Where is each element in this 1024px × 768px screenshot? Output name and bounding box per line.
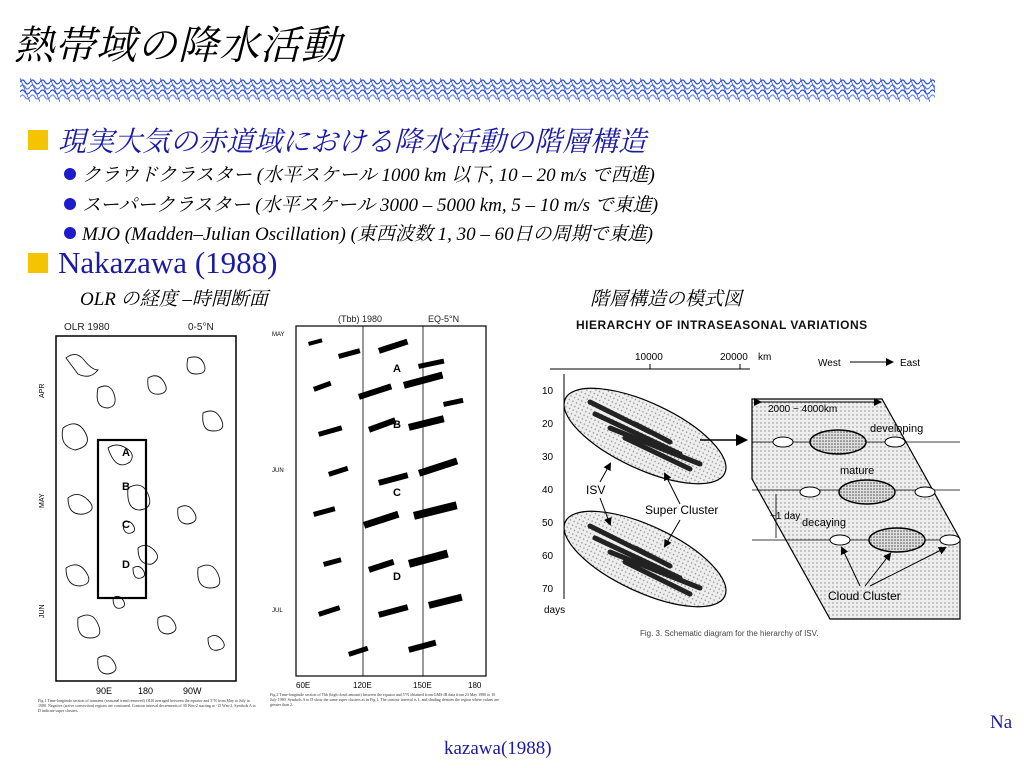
tbb-xaxis-2: 120E bbox=[353, 681, 372, 690]
schematic-title: HIERARCHY OF INTRASEASONAL VARIATIONS bbox=[576, 318, 868, 332]
schematic-decaying-label: decaying bbox=[802, 517, 847, 529]
schematic-developing-label: developing bbox=[870, 423, 924, 435]
tbb-month-1: MAY bbox=[272, 332, 285, 338]
olr-box-label-b: B bbox=[122, 481, 130, 493]
sub-bullet-mjo bbox=[64, 219, 653, 246]
schematic-west: West bbox=[818, 358, 841, 369]
olr-box-label-c: C bbox=[122, 519, 130, 531]
figure-olr-section bbox=[38, 318, 258, 728]
tbb-label-c: C bbox=[393, 487, 401, 499]
tbb-label-d: D bbox=[393, 571, 401, 583]
dot-bullet-icon bbox=[64, 168, 76, 180]
tbb-header-left: (Tbb) 1980 bbox=[338, 314, 383, 324]
sub-bullet-text: クラウドクラスター (水平スケール 1000 km 以下, 10 – 20 m/s で西進) bbox=[82, 165, 655, 186]
bullet-hierarchy-text: 現実大気の赤道域における降水活動の階層構造 bbox=[58, 125, 647, 158]
schematic-east: East bbox=[900, 358, 921, 369]
dot-bullet-icon bbox=[64, 227, 76, 239]
tbb-xaxis-1: 60E bbox=[296, 681, 311, 690]
square-bullet-icon bbox=[28, 130, 48, 150]
schematic-super-cluster-label: Super Cluster bbox=[645, 503, 719, 517]
schematic-isv-label: ISV bbox=[586, 483, 606, 497]
bullet-nakazawa bbox=[28, 245, 277, 281]
footer-citation-right: Na bbox=[990, 712, 1013, 733]
olr-header-right: 0-5°N bbox=[188, 322, 214, 333]
tbb-xaxis-4: 180 bbox=[468, 681, 482, 690]
olr-xaxis-3: 90W bbox=[183, 686, 202, 696]
footer-citation-bottom: kazawa(1988) bbox=[444, 738, 552, 759]
bullet-nakazawa-text: Nakazawa (1988) bbox=[58, 245, 278, 280]
tbb-label-b: B bbox=[393, 419, 401, 431]
olr-header-left: OLR 1980 bbox=[64, 322, 110, 333]
schematic-ytick-60: 60 bbox=[542, 551, 554, 562]
olr-month-2: MAY bbox=[39, 493, 46, 508]
olr-figure-caption: Fig.1 Time-longitude section of transient (seasonal trend removed) OLR averaged between the equator and 5°N from May to July in 1980. Negative (active convection) regions are contoured. Contour interval decrements of 30 Wm-2 starting at -15 Wm-2. Symbols A to D indicate super clusters. bbox=[38, 698, 256, 713]
schematic-one-day-label: ~1 day bbox=[770, 511, 801, 522]
sub-bullet-super-cluster bbox=[64, 190, 658, 217]
square-bullet-icon bbox=[28, 253, 48, 273]
bullet-hierarchy bbox=[28, 120, 646, 160]
tbb-figure-caption: Fig.2 Time-longitude section of Tbb (high cloud amount) between the equator and 5°N obtained from GMS IR data from 23 May 1980 to 10 July 1980. Symbols A to D show the same super clusters as in Fig.1. The contour interval is 1, and shading denotes the region where values are greater than 2. bbox=[270, 692, 499, 707]
olr-month-3: JUN bbox=[39, 604, 46, 618]
olr-xaxis-2: 180 bbox=[138, 686, 154, 696]
schematic-ytick-30: 30 bbox=[542, 452, 554, 463]
schematic-ytick-20: 20 bbox=[542, 419, 554, 430]
figure-tbb-section bbox=[268, 312, 500, 732]
schematic-ytick-70: 70 bbox=[542, 584, 554, 595]
schematic-ytick-10: 10 bbox=[542, 386, 554, 397]
schematic-mature-label: mature bbox=[840, 465, 875, 477]
olr-xaxis-1: 90E bbox=[96, 686, 113, 696]
schematic-cloud-cluster-label: Cloud Cluster bbox=[828, 589, 901, 603]
schematic-yunit: days bbox=[544, 605, 566, 616]
schematic-ytick-50: 50 bbox=[542, 518, 554, 529]
sub-bullet-cloud-cluster bbox=[64, 160, 655, 187]
caption-olr: OLR の経度 –時間断面 bbox=[80, 289, 268, 310]
dot-bullet-icon bbox=[64, 198, 76, 210]
sub-bullet-text: MJO (Madden–Julian Oscillation) (東西波数 1, 30 – 60日の周期で東進) bbox=[82, 224, 653, 245]
schematic-xunit: km bbox=[758, 352, 772, 363]
tbb-label-a: A bbox=[393, 363, 401, 375]
tbb-header-right: EQ-5°N bbox=[428, 314, 460, 324]
olr-box-label-a: A bbox=[122, 447, 130, 459]
decorative-wave-underline bbox=[20, 78, 935, 102]
figure-hierarchy-schematic bbox=[540, 314, 980, 644]
sub-bullet-text: スーパークラスター (水平スケール 3000 – 5000 km, 5 – 10 m/s で東進) bbox=[82, 195, 659, 216]
schematic-xtick-1: 10000 bbox=[635, 352, 663, 363]
olr-month-1: APR bbox=[39, 383, 46, 398]
schematic-xtick-2: 20000 bbox=[720, 352, 748, 363]
tbb-xaxis-3: 150E bbox=[413, 681, 432, 690]
olr-box-label-d: D bbox=[122, 559, 130, 571]
schematic-caption: Fig. 3. Schematic diagram for the hierarchy of ISV. bbox=[640, 629, 819, 638]
slide-title: 熱帯域の降水活動 bbox=[14, 23, 342, 69]
schematic-scale-label: 2000 ~ 4000km bbox=[768, 404, 838, 415]
schematic-ytick-40: 40 bbox=[542, 485, 554, 496]
tbb-month-2: JUN bbox=[272, 468, 284, 474]
caption-schematic: 階層構造の模式図 bbox=[590, 289, 743, 310]
tbb-month-3: JUL bbox=[272, 608, 283, 614]
